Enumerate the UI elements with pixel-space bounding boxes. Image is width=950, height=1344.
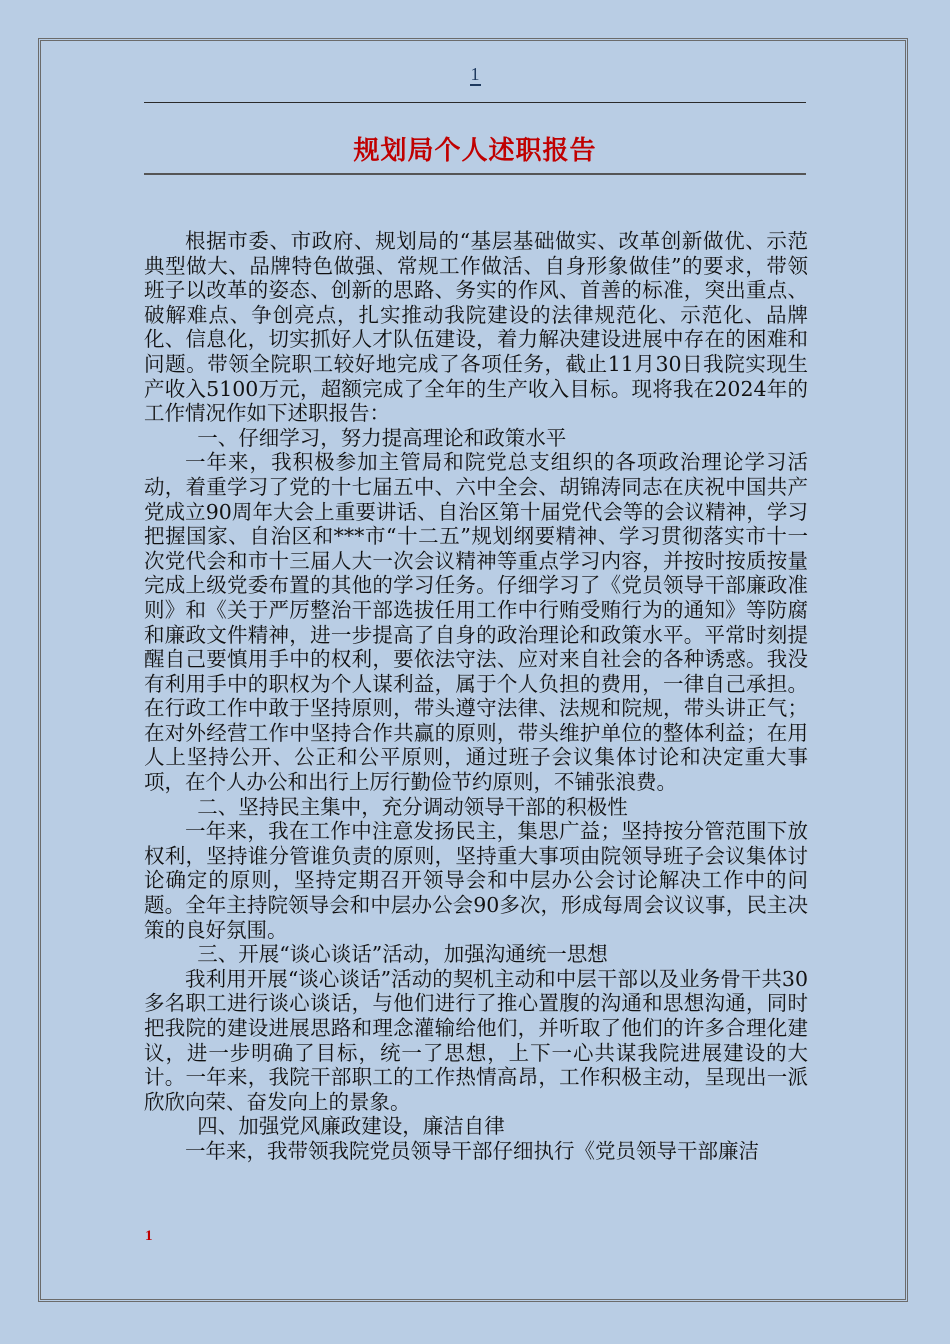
- header-rule: [144, 102, 806, 103]
- section-heading-2: 二、坚持民主集中，充分调动领导干部的积极性: [197, 794, 628, 819]
- paragraph-section-2: 一年来，我在工作中注意发扬民主，集思广益；坚持按分管范围下放权利，坚持谁分管谁负责的原则，坚持重大事项由院领导班子会议集体讨论确定的原则，坚持定期召开领导会和中层办公会讨论解决工作中的问题。全年主持院领导会和中层办公会90多次，形成每周会议议事，民主决策的良好氛围。: [144, 819, 808, 942]
- paragraph-section-3: 我利用开展“谈心谈话”活动的契机主动和中层干部以及业务骨干共30多名职工进行谈心谈话，与他们进行了推心置腹的沟通和思想沟通，同时把我院的建设进展思路和理念灌输给他们，并听取了他们的许多合理化建议，进一步明确了目标，统一了思想，上下一心共谋我院进展建设的大计。一年来，我院干部职工的工作热情高昂，工作积极主动，呈现出一派欣欣向荣、奋发向上的景象。: [144, 966, 808, 1114]
- paragraph-section-1: 一年来，我积极参加主管局和院党总支组织的各项政治理论学习活动，着重学习了党的十七届五中、六中全会、胡锦涛同志在庆祝中国共产党成立90周年大会上重要讲话、自治区第十届党代会等的会议精神，学习把握国家、自治区和***市“十二五”规划纲要精神、学习贯彻落实市十一次党代会和市十三届人大一次会议精神等重点学习内容，并按时按质按量完成上级党委布置的其他的学习任务。仔细学习了《党员领导干部廉政准则》和《关于严厉整治干部选拔任用工作中行贿受贿行为的通知》等防腐和廉政文件精神，进一步提高了自身的政治理论和政策水平。平常时刻提醒自己要慎用手中的权利，要依法守法、应对来自社会的各种诱惑。我没有利用手中的职权为个人谋利益，属于个人负担的费用，一律自己承担。在行政工作中敢于坚持原则，带头遵守法律、法规和院规，带头讲正气；在对外经营工作中坚持合作共赢的原则，带头维护单位的整体利益；在用人上坚持公开、公正和公平原则，通过班子会议集体讨论和决定重大事项，在个人办公和出行上厉行勤俭节约原则，不铺张浪费。: [144, 450, 808, 795]
- paragraph-section-4: 一年来，我带领我院党员领导干部仔细执行《党员领导干部廉洁: [185, 1138, 759, 1163]
- document-body: [144, 229, 808, 1164]
- paragraph-intro: 根据市委、市政府、规划局的“基层基础做实、改革创新做优、示范典型做大、品牌特色做强、常规工作做活、自身形象做佳”的要求，带领班子以改革的姿态、创新的思路、务实的作风、首善的标准，突出重点、破解难点、争创亮点，扎实推动我院建设的法律规范化、示范化、品牌化、信息化，切实抓好人才队伍建设，着力解决建设进展中存在的困难和问题。带领全院职工较好地完成了各项任务，截止11月30日我院实现生产收入5100万元，超额完成了全年的生产收入目标。现将我在2024年的工作情况作如下述职报告：: [144, 229, 808, 426]
- document-title: 规划局个人述职报告: [353, 136, 597, 166]
- footer-page-number: 1: [145, 1228, 153, 1244]
- title-rule: [144, 173, 806, 175]
- section-heading-4: 四、加强党风廉政建设，廉洁自律: [197, 1114, 505, 1139]
- section-heading-1: 一、仔细学习，努力提高理论和政策水平: [197, 425, 567, 450]
- section-heading-3: 三、开展“谈心谈话”活动，加强沟通统一思想: [197, 942, 608, 967]
- header-page-number: 1: [470, 64, 480, 84]
